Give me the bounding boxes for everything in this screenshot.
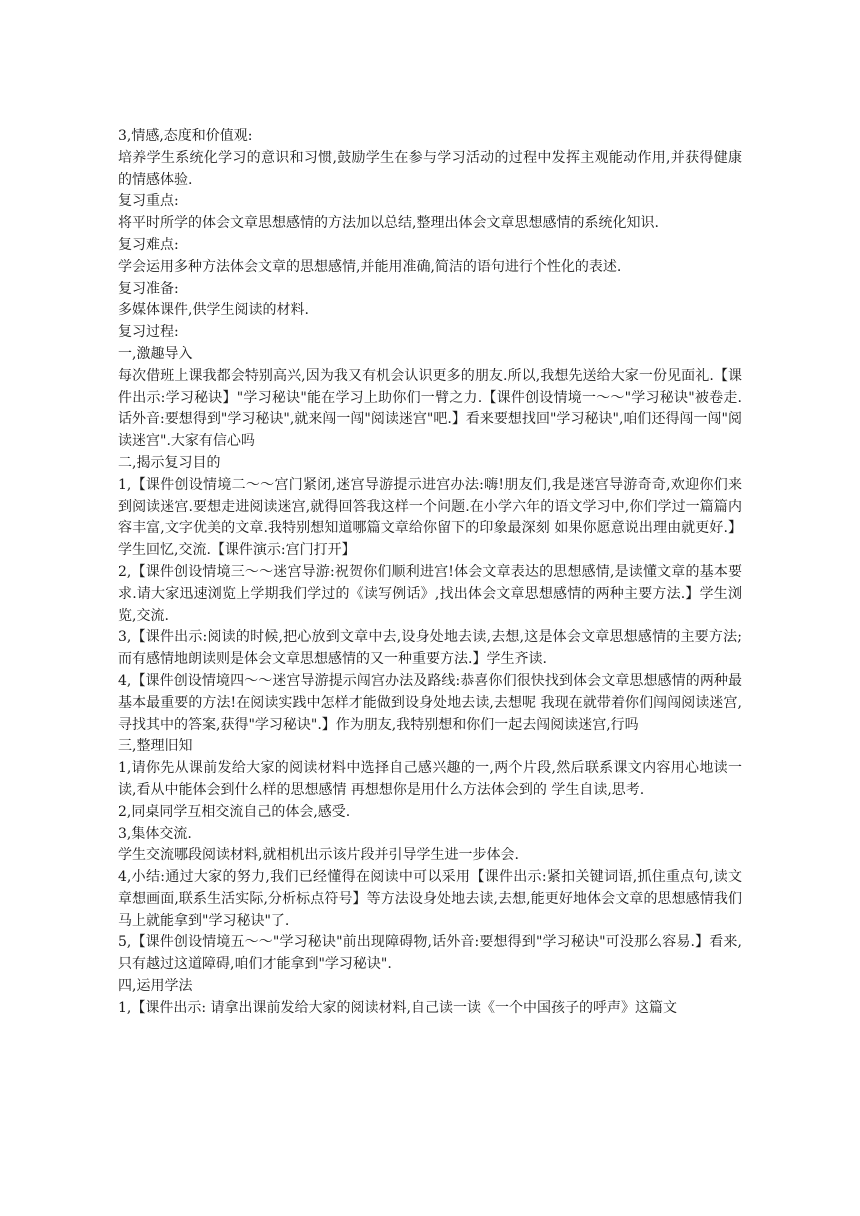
- document-body: [118, 126, 742, 1020]
- paragraph-objectives-4: 4,【课件创设情境四～～迷宫导游提示闯宫办法及路线:恭喜你们很快找到体会文章思想感情的两种最基本最重要的方法!在阅读实践中怎样才能做到设身处地去读,去想呢 我现在就带着你们闯闯阅读迷宫,寻找其中的答案,获得"学习秘诀".】作为朋友,我特别想和你们一起去闯阅读迷宫,行吗: [118, 672, 742, 733]
- section-heading-process: 复习过程:: [118, 324, 179, 341]
- paragraph-introduction: 每次借班上课我都会特别高兴,因为我又有机会认识更多的朋友.所以,我想先送给大家一份见面礼.【课件出示:学习秘诀】"学习秘诀"能在学习上助你们一臂之力.【课件创设情境一～～"学习秘诀"被卷走.话外音:要想得到"学习秘诀",就来闯一闯"阅读迷宫"吧.】看来要想找回"学习秘诀",咱们还得闯一闯"阅读迷宫".大家有信心吗: [118, 367, 742, 450]
- paragraph-review-4: 4,小结:通过大家的努力,我们已经懂得在阅读中可以采用【课件出示:紧扣关键词语,抓住重点句,读文章想画面,联系生活实际,分析标点符号】等方法设身处地去读,去想,能更好地体会文章的思想感情我们马上就能拿到"学习秘诀"了.: [118, 869, 742, 929]
- paragraph-review-3-detail: 学生交流哪段阅读材料,就相机出示该片段并引导学生进一步体会.: [118, 847, 519, 864]
- section-heading-key-points: 复习重点:: [118, 193, 179, 210]
- step-heading-review: 三,整理旧知: [118, 738, 193, 755]
- paragraph-preparation: 多媒体课件,供学生阅读的材料.: [118, 302, 309, 319]
- step-heading-introduction: 一,激趣导入: [118, 345, 193, 362]
- step-heading-application: 四,运用学法: [118, 978, 193, 995]
- paragraph-review-2: 2,同桌同学互相交流自己的体会,感受.: [118, 803, 351, 820]
- paragraph-key-points: 将平时所学的体会文章思想感情的方法加以总结,整理出体会文章思想感情的系统化知识.: [118, 215, 659, 232]
- section-heading-difficulties: 复习难点:: [118, 236, 179, 253]
- paragraph-objectives-1: 1,【课件创设情境二～～宫门紧闭,迷宫导游提示进宫办法:嗨!朋友们,我是迷宫导游奇奇,欢迎你们来到阅读迷宫.要想走进阅读迷宫,就得回答我这样一个问题.在小学六年的语文学习中,你们学过一篇篇内容丰富,文字优美的文章.我特别想知道哪篇文章给你留下的印象最深刻 如果你愿意说出理由就更好.】学生回忆,交流.【课件演示:宫门打开】: [118, 476, 742, 559]
- paragraph-objectives-3: 3,【课件出示:阅读的时候,把心放到文章中去,设身处地去读,去想,这是体会文章思想感情的主要方法;而有感情地朗读则是体会文章思想感情的又一种重要方法.】学生齐读.: [118, 629, 742, 668]
- paragraph-review-1: 1,请你先从课前发给大家的阅读材料中选择自己感兴趣的一,两个片段,然后联系课文内容用心地读一读,看从中能体会到什么样的思想感情 再想想你是用什么方法体会到的 学生自读,思考.: [118, 760, 742, 798]
- paragraph-difficulties: 学会运用多种方法体会文章的思想感情,并能用准确,简洁的语句进行个性化的表述.: [118, 258, 622, 275]
- paragraph-attitude-goal: 培养学生系统化学习的意识和习惯,鼓励学生在参与学习活动的过程中发挥主观能动作用,并获得健康的情感体验.: [118, 149, 742, 188]
- paragraph-objectives-2: 2,【课件创设情境三～～迷宫导游:祝贺你们顺利进宫!体会文章表达的思想感情,是读懂文章的基本要求.请大家迅速浏览上学期我们学过的《读写例话》,找出体会文章思想感情的两种主要方法.】学生浏览,交流.: [118, 563, 742, 624]
- step-heading-objectives: 二,揭示复习目的: [118, 454, 221, 471]
- section-heading-attitude: 3,情感,态度和价值观:: [118, 128, 253, 144]
- paragraph-application-1: 1,【课件出示: 请拿出课前发给大家的阅读材料,自己读一读《一个中国孩子的呼声》这篇文: [118, 999, 677, 1016]
- section-heading-preparation: 复习准备:: [118, 280, 179, 297]
- paragraph-review-3: 3,集体交流.: [118, 825, 192, 842]
- paragraph-review-5: 5,【课件创设情境五～～"学习秘诀"前出现障碍物,话外音:要想得到"学习秘诀"可没那么容易.】看来,只有越过这道障碍,咱们才能拿到"学习秘诀".: [118, 934, 742, 973]
